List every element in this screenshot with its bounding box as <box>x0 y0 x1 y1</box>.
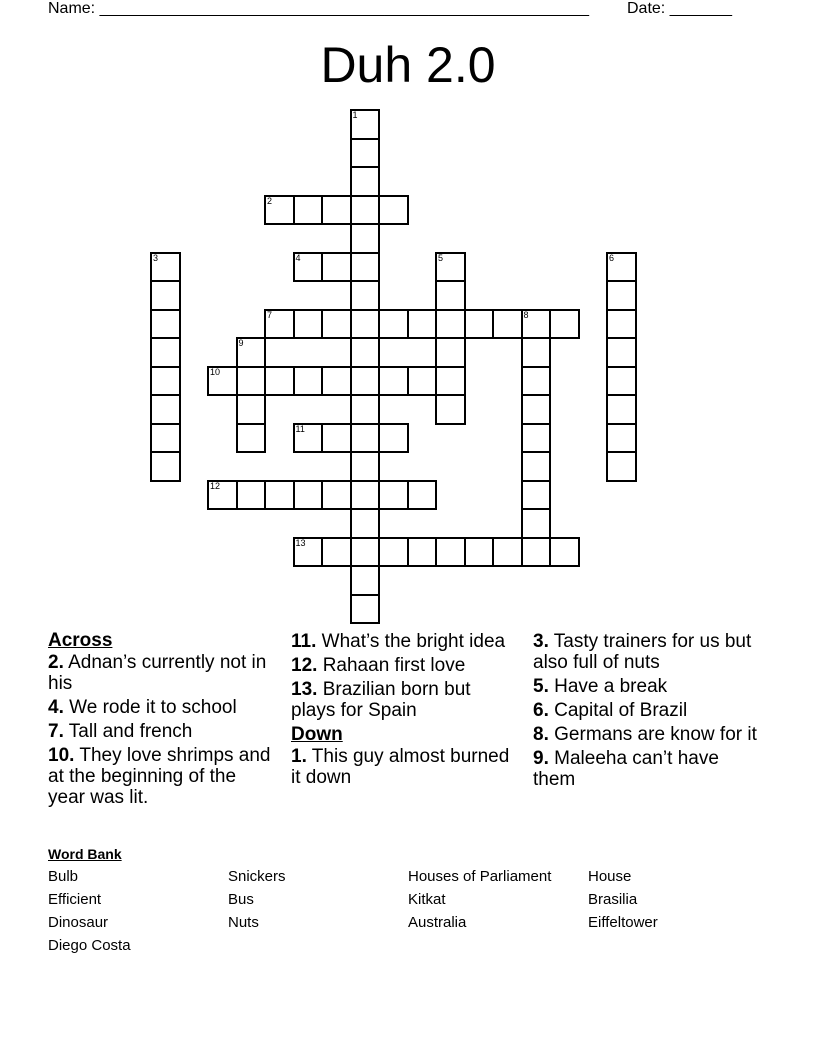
grid-cell[interactable] <box>293 309 324 340</box>
word-bank-item: Snickers <box>228 868 286 885</box>
grid-cell[interactable] <box>350 423 381 454</box>
name-field[interactable] <box>48 0 589 18</box>
clue-number: 2 <box>267 195 273 206</box>
grid-cell[interactable] <box>293 252 324 283</box>
grid-cell[interactable] <box>321 423 352 454</box>
grid-cell[interactable] <box>521 537 552 568</box>
clue-number: 3 <box>153 252 159 263</box>
clue-across-10: 10. They love shrimps and at the beginning of the year was lit. <box>48 745 271 808</box>
clue-number: 8 <box>523 309 529 320</box>
grid-cell[interactable] <box>464 309 495 340</box>
grid-cell[interactable] <box>378 423 409 454</box>
grid-cell[interactable] <box>321 195 352 226</box>
grid-cell[interactable] <box>264 480 295 511</box>
grid-cell[interactable] <box>350 109 381 140</box>
grid-cell[interactable] <box>293 366 324 397</box>
clue-down-3: 3. Tasty trainers for us but also full of nuts <box>533 631 752 673</box>
word-bank-item: Kitkat <box>408 891 446 908</box>
grid-cell[interactable] <box>350 537 381 568</box>
grid-cell[interactable] <box>350 252 381 283</box>
clue-number: 12 <box>210 480 221 491</box>
grid-cell[interactable] <box>521 394 552 425</box>
grid-cell[interactable] <box>350 309 381 340</box>
grid-cell[interactable] <box>492 309 523 340</box>
grid-cell[interactable] <box>492 537 523 568</box>
clue-number: 13 <box>295 537 306 548</box>
clue-across-2: 2. Adnan’s currently not in his <box>48 652 267 694</box>
grid-cell[interactable] <box>378 537 409 568</box>
name-label: Name: <box>48 0 96 17</box>
grid-cell[interactable] <box>350 223 381 254</box>
grid-cell[interactable] <box>435 394 466 425</box>
grid-cell[interactable] <box>350 508 381 539</box>
grid-cell[interactable] <box>435 252 466 283</box>
clue-down-8: 8. Germans are know for it <box>533 724 757 745</box>
grid-cell[interactable] <box>521 423 552 454</box>
word-bank-item: Dinosaur <box>48 914 109 931</box>
grid-cell[interactable] <box>435 537 466 568</box>
grid-cell[interactable] <box>606 451 637 482</box>
grid-cell[interactable] <box>150 252 181 283</box>
grid-cell[interactable] <box>150 366 181 397</box>
grid-cell[interactable] <box>464 537 495 568</box>
grid-cell[interactable] <box>407 480 438 511</box>
grid-cell[interactable] <box>606 366 637 397</box>
grid-cell[interactable] <box>435 309 466 340</box>
word-bank-item: Diego Costa <box>48 937 131 954</box>
grid-cell[interactable] <box>435 280 466 311</box>
grid-cell[interactable] <box>407 309 438 340</box>
grid-cell[interactable] <box>606 252 637 283</box>
grid-cell[interactable] <box>264 309 295 340</box>
date-label: Date: <box>627 0 666 17</box>
grid-cell[interactable] <box>521 508 552 539</box>
grid-cell[interactable] <box>407 366 438 397</box>
clue-number: 5 <box>438 252 444 263</box>
clue-across-11: 11. What’s the bright idea <box>291 631 506 652</box>
grid-cell[interactable] <box>350 166 381 197</box>
grid-cell[interactable] <box>321 480 352 511</box>
grid-cell[interactable] <box>150 423 181 454</box>
word-bank-item: Efficient <box>48 891 102 908</box>
grid-cell[interactable] <box>435 337 466 368</box>
grid-cell[interactable] <box>150 280 181 311</box>
clue-number: 9 <box>238 338 244 348</box>
page-title: Duh 2.0 <box>320 37 496 93</box>
grid-cell[interactable] <box>293 537 324 568</box>
grid-cell[interactable] <box>150 451 181 482</box>
date-field[interactable] <box>627 0 732 18</box>
grid-cell[interactable] <box>321 537 352 568</box>
clues-column-3 <box>533 631 758 793</box>
grid-cell[interactable] <box>521 366 552 397</box>
word-bank-item: Australia <box>408 914 467 931</box>
grid-cell[interactable] <box>521 309 552 340</box>
grid-cell[interactable] <box>378 195 409 226</box>
grid-cell[interactable] <box>236 394 267 425</box>
clue-number: 6 <box>609 252 615 263</box>
grid-cell[interactable] <box>207 366 238 397</box>
word-bank-item: Nuts <box>228 914 259 931</box>
grid-cell[interactable] <box>321 309 352 340</box>
clue-across-7: 7. Tall and french <box>48 721 193 742</box>
grid-cell[interactable] <box>236 423 267 454</box>
grid-cell[interactable] <box>207 480 238 511</box>
grid-cell[interactable] <box>264 366 295 397</box>
grid-cell[interactable] <box>150 394 181 425</box>
grid-cell[interactable] <box>521 480 552 511</box>
word-bank-item: Houses of Parliament <box>408 868 552 885</box>
grid-cell[interactable] <box>378 309 409 340</box>
grid-cell[interactable] <box>606 280 637 311</box>
clue-down-1: 1. This guy almost burned it down <box>291 746 510 788</box>
grid-cell[interactable] <box>293 480 324 511</box>
name-line: _______________________________________________________ <box>99 0 589 17</box>
clue-number: 11 <box>295 423 305 434</box>
grid-cell[interactable] <box>350 138 381 169</box>
grid-cell[interactable] <box>236 337 267 368</box>
clue-number: 10 <box>210 366 221 377</box>
clue-across-4: 4. We rode it to school <box>48 697 237 718</box>
grid-cell[interactable] <box>350 280 381 311</box>
word-bank-item: Bulb <box>48 868 79 885</box>
clue-down-9: 9. Maleeha can’t have them <box>533 748 719 790</box>
grid-cell[interactable] <box>350 451 381 482</box>
grid-cell[interactable] <box>350 565 381 596</box>
word-bank-item: Bus <box>228 891 254 908</box>
grid-cell[interactable] <box>321 252 352 283</box>
grid-cell[interactable] <box>236 366 267 397</box>
clue-down-5: 5. Have a break <box>533 676 668 697</box>
grid-cell[interactable] <box>521 337 552 368</box>
clue-number: 4 <box>295 252 301 263</box>
grid-cell[interactable] <box>521 451 552 482</box>
clue-number: 1 <box>352 110 358 120</box>
grid-cell[interactable] <box>350 394 381 425</box>
grid-cell[interactable] <box>606 309 637 340</box>
grid-cell[interactable] <box>606 394 637 425</box>
down-heading: Down <box>291 724 343 745</box>
grid-cell[interactable] <box>150 337 181 368</box>
grid-cell[interactable] <box>606 423 637 454</box>
grid-cell[interactable] <box>264 195 295 226</box>
clues-column-2 <box>291 631 516 791</box>
grid-cell[interactable] <box>378 366 409 397</box>
grid-cell[interactable] <box>350 337 381 368</box>
grid-cell[interactable] <box>378 480 409 511</box>
word-bank-title: Word Bank <box>48 846 122 862</box>
grid-cell[interactable] <box>293 195 324 226</box>
grid-cell[interactable] <box>236 480 267 511</box>
grid-cell[interactable] <box>350 594 381 625</box>
clues-column-1 <box>48 630 273 811</box>
across-heading: Across <box>48 630 113 651</box>
clue-across-13: 13. Brazilian born but plays for Spain <box>291 679 471 721</box>
grid-cell[interactable] <box>150 309 181 340</box>
word-bank-item: House <box>588 868 632 885</box>
grid-cell[interactable] <box>549 537 580 568</box>
grid-cell[interactable] <box>350 366 381 397</box>
word-bank-item: Eiffeltower <box>588 914 658 931</box>
grid-cell[interactable] <box>321 366 352 397</box>
grid-cell[interactable] <box>350 195 381 226</box>
grid-cell[interactable] <box>350 480 381 511</box>
grid-cell[interactable] <box>435 366 466 397</box>
grid-cell[interactable] <box>606 337 637 368</box>
word-bank-item: Brasilia <box>588 891 638 908</box>
clue-number: 7 <box>267 309 273 320</box>
grid-cell[interactable] <box>549 309 580 340</box>
grid-cell[interactable] <box>293 423 324 454</box>
clue-down-6: 6. Capital of Brazil <box>533 700 688 721</box>
grid-cell[interactable] <box>407 537 438 568</box>
clue-across-12: 12. Rahaan first love <box>291 655 466 676</box>
date-line: _______ <box>669 0 732 17</box>
